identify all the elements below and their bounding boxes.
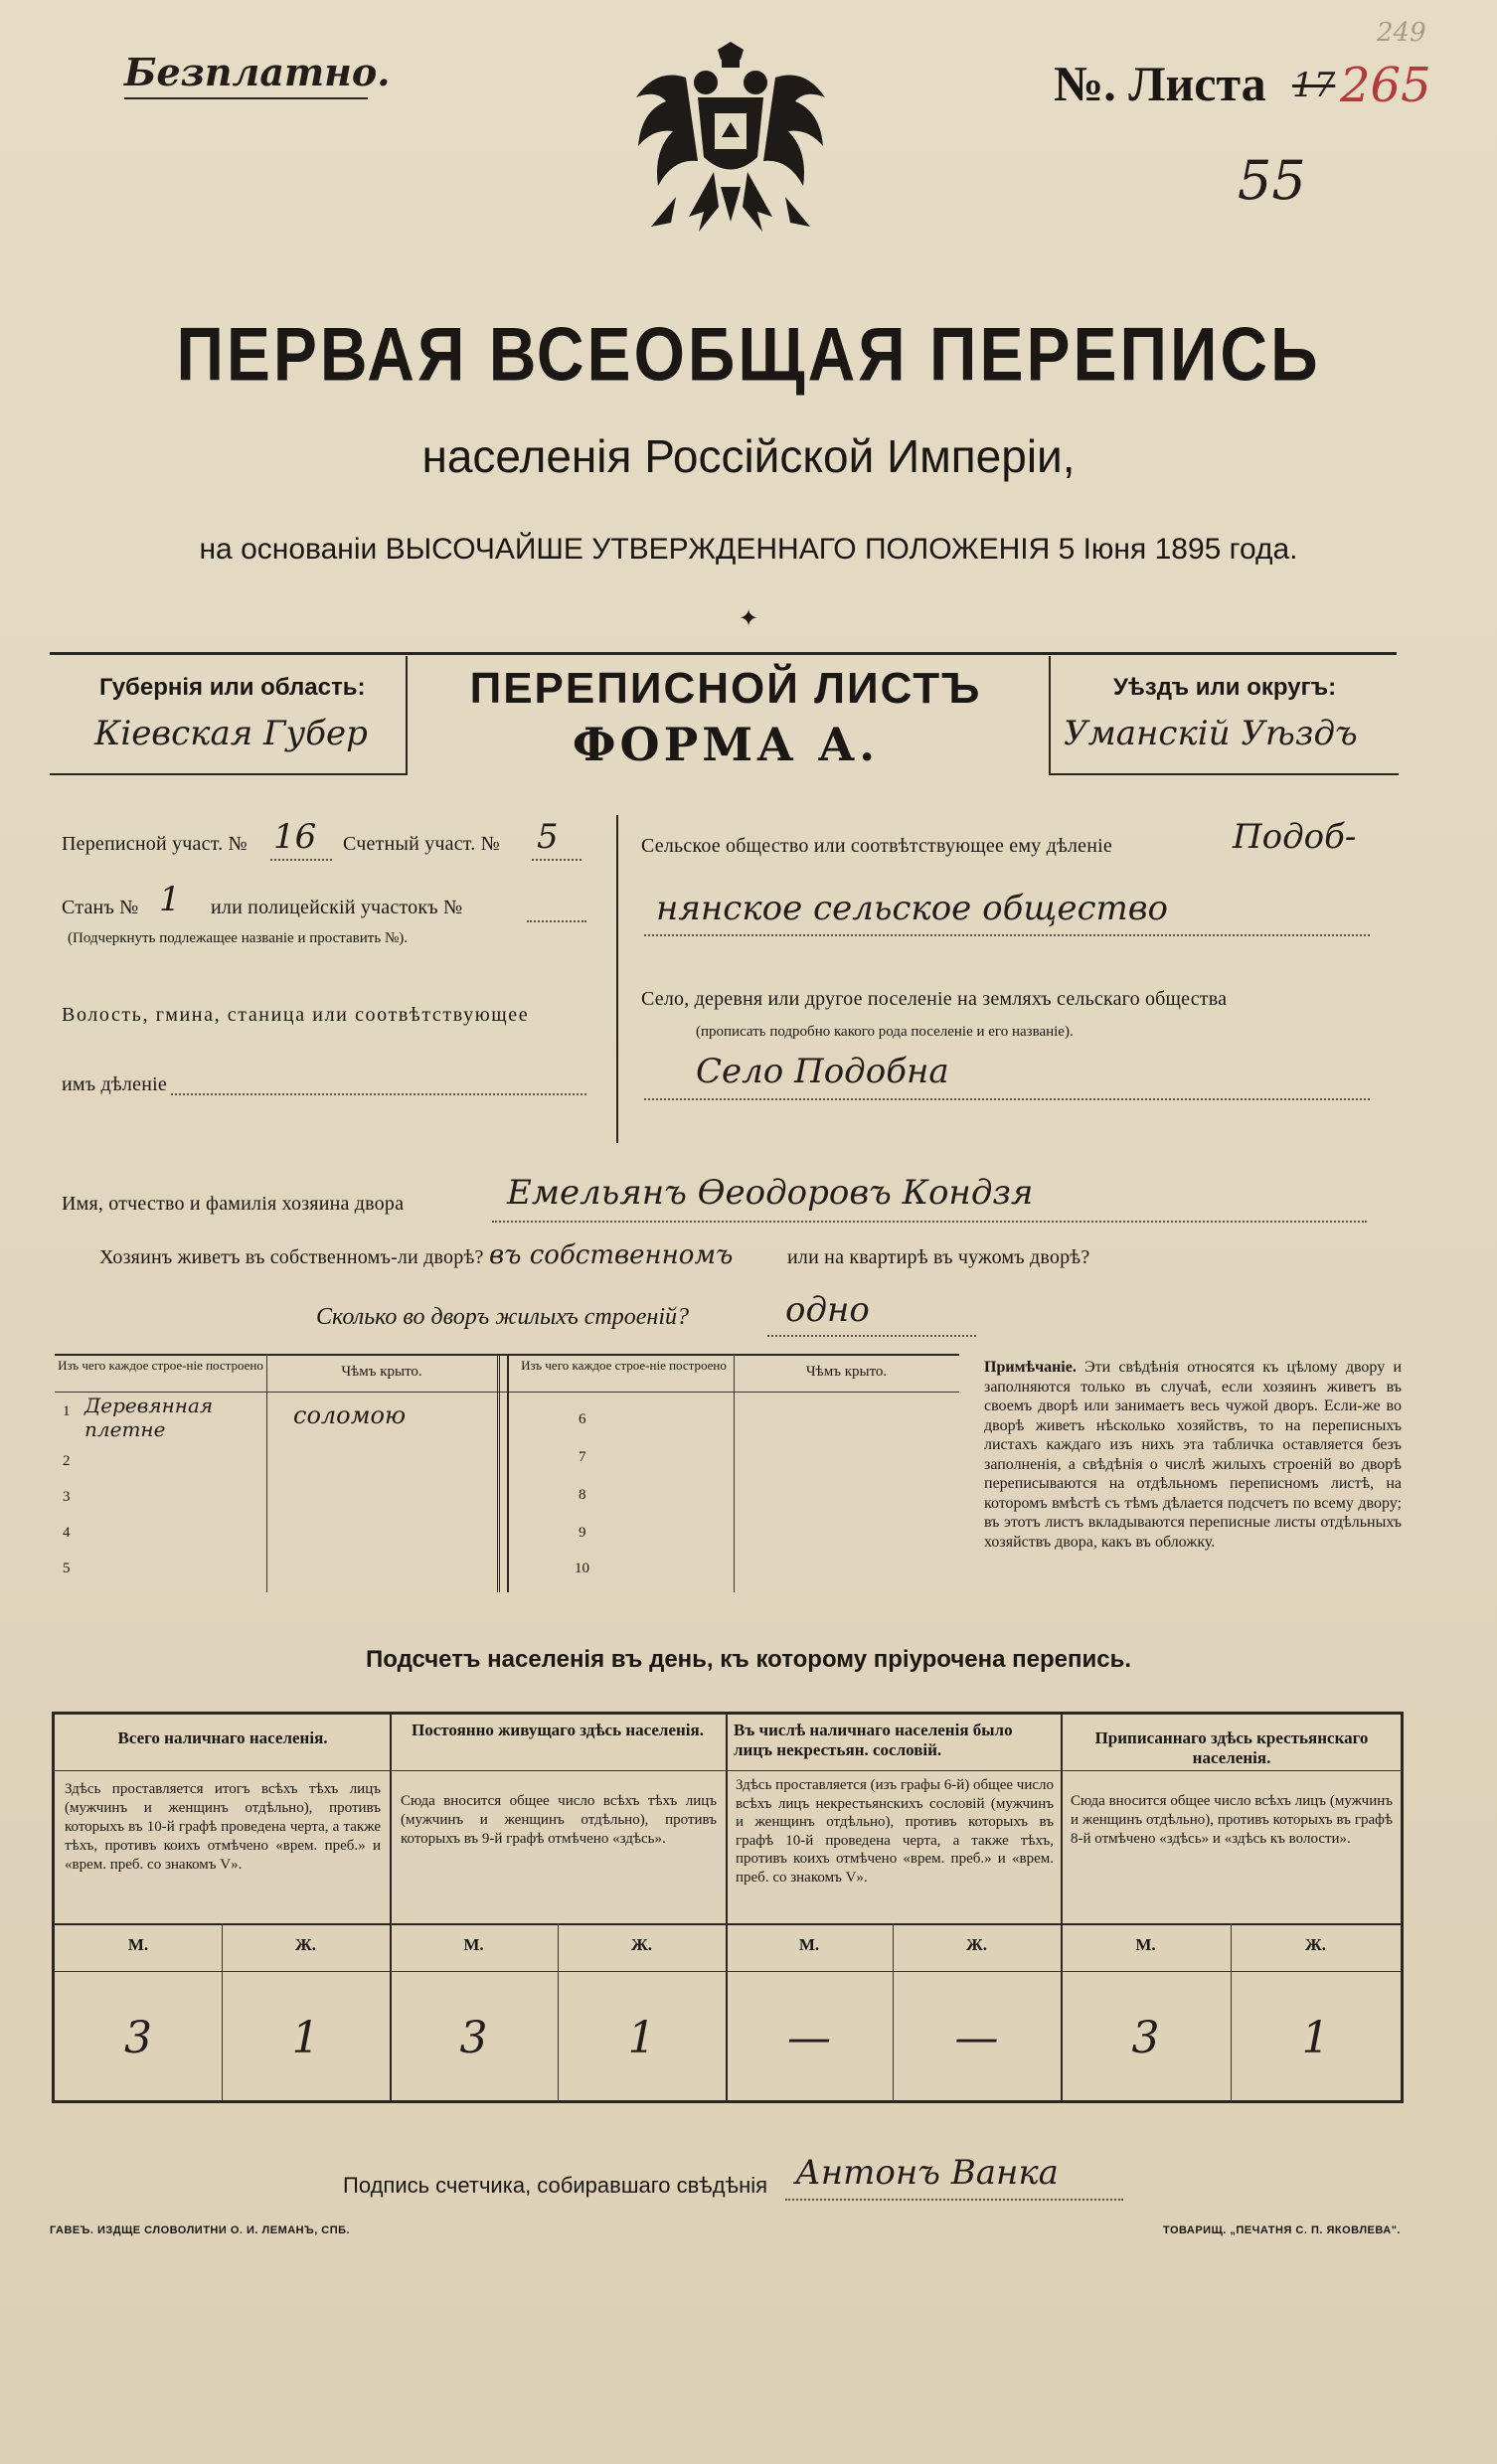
pop-col3-f-value: —: [954, 2013, 999, 2063]
form-header-top-rule: [50, 652, 1397, 655]
table-row: [507, 1553, 959, 1588]
census-district-line: [270, 859, 332, 861]
owner-name-label: Имя, отчество и фамилія хозяина двора: [62, 1193, 405, 1215]
owner-buildings-line: [767, 1335, 976, 1337]
counting-district-value: 5: [537, 817, 559, 857]
table-row: [507, 1441, 959, 1477]
decree-line: на основаніи ВЫСОЧАЙШЕ УТВЕРЖДЕННАГО ПОЛОЖЕНІЯ 5 Іюня 1895 года.: [199, 533, 1298, 566]
village-note: (прописать подробно какого рода поселеніе и его названіе).: [696, 1024, 1074, 1040]
fields-divider: [616, 815, 618, 1143]
gubernia-value: Кіевская Губер: [94, 714, 368, 753]
note-text: Эти свѣдѣнія относятся къ цѣлому двору и заполняются только въ случаѣ, если хозяинъ живетъ въ своемъ дворѣ или занимаетъ весь чужой дворъ. Если-же во дворѣ живетъ нѣсколько хозяйствъ, то на переписныхъ листахъ каждаго изъ нихъ эта табличка оставляется безъ заполненія, а свѣдѣнія о числѣ жилыхъ строеній во дворѣ переписываются на отдѣльномъ переписномъ листѣ, на которомъ вмѣстѣ съ тѣмъ дѣлается подсчетъ по всему двору; въ этотъ листъ вкладываются переписные листы отдѣльныхъ хозяйствъ двора, какъ въ обложку.: [984, 1359, 1403, 1551]
mid-number: 55: [1238, 149, 1306, 212]
row-number: 8: [579, 1487, 586, 1503]
owner-name-line: [492, 1221, 1367, 1223]
sheet-number-crossed: 17: [1292, 66, 1336, 105]
pop-col2-title: Постоянно живущаго здѣсь населенія.: [412, 1721, 704, 1739]
printer-right: ТОВАРИЩ. „ПЕЧАТНЯ С. П. ЯКОВЛЕВА".: [1163, 2224, 1401, 2236]
buildings-table: [55, 1354, 959, 1592]
pop-col3-m-label: М.: [798, 1935, 820, 1954]
pop-col2-desc: Сюда вносится общее число всѣхъ тѣхъ лицъ (мужчинъ и женщинъ отдѣльно), противъ которыхъ въ 9-й графѣ отмѣчено «здѣсь».: [401, 1793, 717, 1847]
ornament: ✦: [738, 606, 759, 632]
pop-col2-f-value: 1: [627, 2013, 656, 2063]
village-value: Село Подобна: [696, 1052, 949, 1091]
row-number: 7: [579, 1449, 586, 1465]
society-value1: Подоб-: [1233, 817, 1357, 857]
pop-col3-desc: Здѣсь проставляется (изъ графы 6-й) общее число всѣхъ лицъ некрестьянскихъ сословій (мужчинъ и женщинъ отдѣльно), противъ которыхъ въ графѣ 10-й проведена черта, а также тѣхъ, противъ коихъ отмѣчено «врем. преб.» и «врем. преб. со знакомъ V».: [736, 1777, 1054, 1886]
population-heading: Подсчетъ населенія въ день, къ которому пріурочена перепись.: [366, 1646, 1131, 1673]
uezd-value: Уманскій Уѣздъ: [1064, 714, 1358, 753]
row-material: Деревянная плетне: [84, 1394, 214, 1441]
police-line: [527, 920, 586, 922]
corner-number: 249: [1377, 18, 1426, 48]
note-title: Примѣчаніе.: [984, 1359, 1077, 1376]
counting-district-line: [532, 859, 582, 861]
row-number: 10: [575, 1561, 589, 1576]
col-material-left: Изъ чего каждое строе-ніе построено: [58, 1358, 263, 1373]
pop-col2-f-label: Ж.: [630, 1935, 653, 1954]
col-roof-right: Чѣмъ крыто.: [805, 1364, 888, 1380]
table-row: [55, 1392, 497, 1441]
row-number: 1: [63, 1403, 71, 1419]
gubernia-label: Губернія или область:: [99, 674, 366, 701]
note-block: [984, 1358, 1402, 1552]
table-row: [507, 1479, 959, 1515]
table-row: [55, 1517, 497, 1553]
village-label: Село, деревня или другое поселеніе на земляхъ сельскаго общества: [641, 988, 1228, 1010]
pop-col1-m-value: 3: [124, 2013, 152, 2063]
society-label: Сельское общество или соотвѣтствующее ему дѣленіе: [641, 835, 1112, 857]
row-number: 4: [63, 1525, 71, 1541]
col-roof-left: Чѣмъ крыто.: [341, 1364, 422, 1380]
pop-col2-m-label: М.: [463, 1935, 484, 1954]
free-label: Безплатно.: [124, 50, 391, 94]
table-row: [55, 1445, 497, 1481]
table-row: [55, 1553, 497, 1588]
signature-value: Антонъ Ванка: [795, 2153, 1059, 2193]
pop-col2-m-value: 3: [459, 2013, 488, 2063]
population-table: [52, 1712, 1404, 2103]
pop-col4-m-label: М.: [1135, 1935, 1156, 1954]
census-district-label: Переписной участ. №: [62, 833, 248, 855]
row-number: 3: [63, 1489, 71, 1505]
uezd-label: Уѣздъ или округъ:: [1113, 674, 1337, 701]
table-row: [55, 1481, 497, 1517]
row-number: 5: [63, 1561, 71, 1576]
pop-col1-desc: Здѣсь проставляется итогъ всѣхъ тѣхъ лицъ (мужчинъ и женщинъ отдѣльно), противъ которыхъ въ 10-й графѣ проведена черта, а также тѣхъ, противъ коихъ отмѣчено «врем. преб.» и «врем. преб. со знакомъ V».: [65, 1781, 381, 1873]
form-title: ПЕРЕПИСНОЙ ЛИСТЪ: [469, 664, 982, 713]
page-title: ПЕРВАЯ ВСЕОБЩАЯ ПЕРЕПИСЬ: [176, 311, 1321, 397]
volost-label: Волость, гмина, станица или соотвѣтствующее: [62, 1004, 530, 1026]
form-code: ФОРМА А.: [572, 718, 880, 771]
row-roof: соломою: [293, 1401, 407, 1429]
owner-buildings-label: Сколько во дворъ жилыхъ строеній?: [316, 1304, 689, 1330]
sheet-number-handwritten: 265: [1340, 58, 1431, 113]
pop-col4-title: Приписаннаго здѣсь крестьянскаго населенія.: [1094, 1728, 1369, 1767]
row-number: 9: [579, 1525, 586, 1541]
owner-lives-label2: или на квартирѣ въ чужомъ дворѣ?: [787, 1246, 1090, 1268]
census-district-value: 16: [273, 817, 317, 857]
society-line: [644, 934, 1370, 936]
row-number: 6: [579, 1411, 586, 1427]
stan-label: Станъ №: [62, 897, 139, 918]
pop-col3-title: Въ числѣ наличнаго населенія было лицъ некрестьян. сословій.: [734, 1721, 1013, 1759]
row-number: 2: [63, 1453, 71, 1469]
signature-label: Подпись счетчика, собиравшаго свѣдѣнія: [343, 2173, 768, 2198]
pop-col4-f-value: 1: [1301, 2013, 1330, 2063]
pop-col1-f-label: Ж.: [294, 1935, 317, 1954]
printer-left: ГАВЕЪ. ИЗДЩЕ СЛОВОЛИТНИ О. И. ЛЕМАНЪ, СПБ.: [50, 2224, 351, 2236]
stan-value: 1: [159, 880, 181, 919]
table-row: [507, 1517, 959, 1553]
pop-col1-m-label: М.: [127, 1935, 149, 1954]
volost-line: [171, 1093, 586, 1095]
imperial-eagle-icon: [626, 38, 835, 261]
table-row: [507, 1403, 959, 1439]
pop-col4-f-label: Ж.: [1304, 1935, 1327, 1954]
underline-note: (Подчеркнуть подлежащее названіе и проставить №).: [68, 930, 408, 946]
police-label: или полицейскій участокъ №: [211, 897, 463, 918]
pop-col4-m-value: 3: [1131, 2013, 1160, 2063]
pop-col3-m-value: —: [787, 2013, 831, 2063]
pop-col4-desc: Сюда вносится общее число всѣхъ лицъ (мужчинъ и женщинъ отдѣльно), противъ которыхъ въ графѣ 8-й отмѣчено «здѣсь» и «здѣсь къ волости».: [1071, 1793, 1393, 1847]
society-value2: нянское сельское общество: [656, 889, 1169, 928]
col-material-right: Изъ чего каждое строе-ніе построено: [521, 1358, 727, 1373]
page-subtitle: населенія Россійской Имперіи,: [421, 430, 1076, 482]
village-line: [644, 1098, 1370, 1100]
sheet-label: №. Листа: [1054, 56, 1266, 111]
owner-buildings-value: одно: [785, 1290, 870, 1330]
signature-line: [785, 2199, 1123, 2201]
owner-name-value: Емельянъ Ѳеодоровъ Кондзя: [507, 1173, 1034, 1213]
pop-col3-f-label: Ж.: [965, 1935, 988, 1954]
free-underline: [124, 97, 368, 99]
owner-lives-label: Хозяинъ живетъ въ собственномъ-ли дворѣ?: [99, 1246, 484, 1268]
pop-col1-f-value: 1: [291, 2013, 320, 2063]
pop-col1-title: Всего наличнаго населенія.: [117, 1728, 328, 1747]
volost-label2: имъ дѣленіе: [62, 1073, 167, 1095]
counting-district-label: Счетный участ. №: [343, 833, 500, 855]
owner-lives-value: въ собственномъ: [489, 1240, 734, 1270]
